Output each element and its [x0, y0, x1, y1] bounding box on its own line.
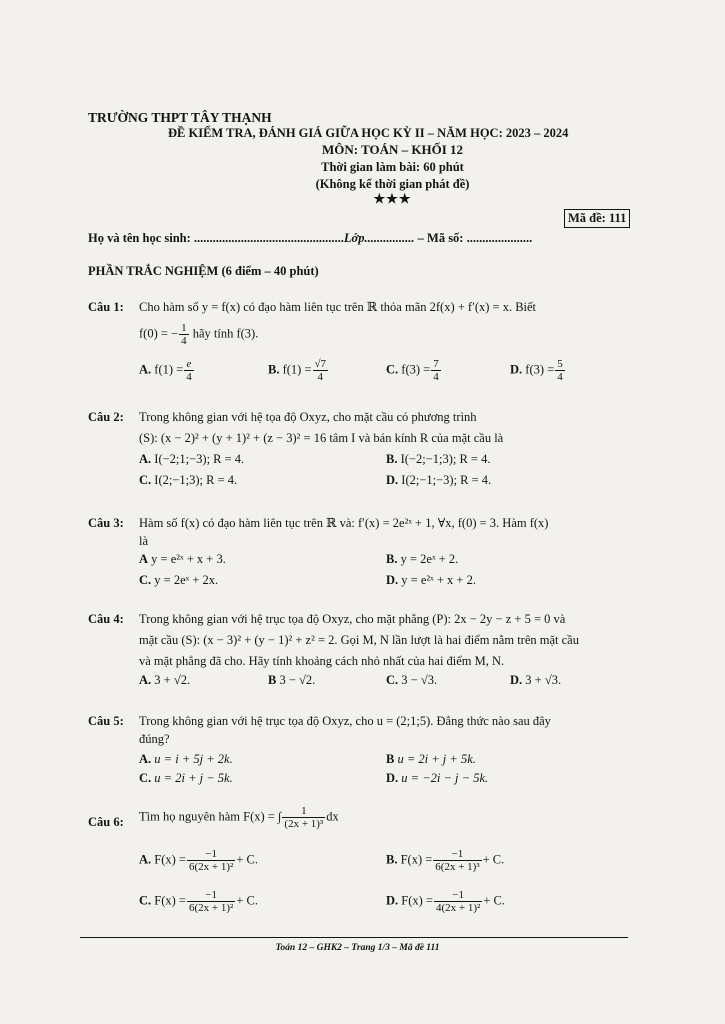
option-d[interactable]: D. f(3) = $\frac{5}{4}$: [510, 358, 563, 383]
option-b[interactable]: B 3 − √2.: [268, 673, 316, 687]
question-label: Câu 3:: [88, 516, 124, 530]
student-name-field: Họ và tên học sinh: ................................................: [88, 231, 344, 245]
option-d[interactable]: D. F(x) = $\frac{-1}{\text{4(2x + 1)²}}$ + C.: [386, 889, 505, 914]
option-a[interactable]: A. F(x) = $\frac{-1}{\text{6(2x + 1)²}}$ + C.: [139, 848, 258, 873]
option-d[interactable]: D. u = −2i − j − 5k.: [386, 771, 489, 785]
student-id-field: – Mã số: .....................: [417, 231, 533, 245]
question-text: và mặt phẳng đã cho. Hãy tính khoảng cách nhỏ nhất của hai điểm M, N.: [139, 654, 505, 668]
option-a[interactable]: A y = e²ˣ + x + 3.: [139, 552, 226, 566]
option-b[interactable]: B. y = 2eˣ + 2.: [386, 552, 459, 566]
time-line: Thời gian làm bài: 60 phút: [321, 160, 464, 174]
page-footer: Toán 12 – GHK2 – Trang 1/3 – Mã đề 111: [275, 943, 440, 953]
exam-code-box: Mã đề: 111: [564, 209, 630, 228]
option-c[interactable]: C. F(x) = $\frac{-1}{\text{6(2x + 1)²}}$ + C.: [139, 889, 258, 914]
question-text: Trong không gian với hệ trục tọa độ Oxyz, cho u = (2;1;5). Đẳng thức nào sau đây: [139, 714, 551, 728]
question-text: Hàm số f(x) có đạo hàm liên tục trên ℝ và: f′(x) = 2e²ˣ + 1, ∀x, f(0) = 3. Hàm f(x): [139, 516, 549, 530]
question-label: Câu 5:: [88, 714, 124, 728]
question-label: Câu 2:: [88, 410, 124, 424]
question-text: Trong không gian với hệ tọa độ Oxyz, cho mặt cầu có phương trình: [139, 410, 477, 424]
question-text: Tìm họ nguyên hàm F(x) = ∫ $\frac{1}{\text{(2x + 1)³}}$ dx: [139, 805, 339, 830]
option-c[interactable]: C. I(2;−1;3); R = 4.: [139, 473, 238, 487]
question-text: Trong không gian với hệ trục tọa độ Oxyz, cho mặt phẳng (P): 2x − 2y − z + 5 = 0 và: [139, 612, 566, 626]
option-b[interactable]: B u = 2i + j + 5k.: [386, 752, 476, 766]
question-text: đúng?: [139, 732, 170, 746]
question-text: f(0) = − $\frac{1}{4}$ hãy tính f(3).: [139, 322, 259, 347]
subject-line: MÔN: TOÁN – KHỐI 12: [321, 142, 464, 157]
option-d[interactable]: D. I(2;−1;−3); R = 4.: [386, 473, 492, 487]
option-a[interactable]: A. 3 + √2.: [139, 673, 191, 687]
option-c[interactable]: C. f(3) = $\frac{7}{4}$: [386, 358, 439, 383]
question-text: mặt cầu (S): (x − 3)² + (y − 1)² + z² = 2. Gọi M, N lần lượt là hai điểm nằm trên mặt cầu: [139, 633, 579, 647]
question-label: Câu 4:: [88, 612, 124, 626]
option-c[interactable]: C. u = 2i + j − 5k.: [139, 771, 233, 785]
question-text: là: [139, 534, 149, 548]
exam-title: ĐỀ KIỂM TRA, ĐÁNH GIÁ GIỮA HỌC KỲ II – NĂM HỌC: 2023 – 2024: [168, 126, 569, 140]
question-text: Cho hàm số y = f(x) có đạo hàm liên tục trên ℝ thỏa mãn 2f(x) + f′(x) = x. Biết: [139, 300, 537, 314]
footer-rule: [80, 937, 628, 938]
option-a[interactable]: A. f(1) = $\frac{e}{4}$: [139, 358, 192, 383]
option-b[interactable]: B. I(−2;−1;3); R = 4.: [386, 452, 491, 466]
option-a[interactable]: A. I(−2;1;−3); R = 4.: [139, 452, 245, 466]
student-info-line: [88, 231, 532, 246]
option-d[interactable]: D. 3 + √3.: [510, 673, 562, 687]
school-name: TRƯỜNG THPT TÂY THẠNH: [88, 110, 272, 125]
option-a[interactable]: A. u = i + 5j + 2k.: [139, 752, 233, 766]
option-b[interactable]: B. F(x) = $\frac{-1}{\text{6(2x + 1)³}}$ + C.: [386, 848, 505, 873]
question-label: Câu 6:: [88, 815, 124, 829]
section-title: PHẦN TRẮC NGHIỆM (6 điểm – 40 phút): [88, 264, 319, 278]
class-field: Lớp................: [343, 231, 415, 245]
option-c[interactable]: C. 3 − √3.: [386, 673, 438, 687]
stars-ornament: ★★★: [373, 191, 412, 206]
option-b[interactable]: B. f(1) = $\frac{√7}{4}$: [268, 358, 327, 383]
question-text: (S): (x − 2)² + (y + 1)² + (z − 3)² = 16 tâm I và bán kính R của mặt cầu là: [139, 431, 504, 445]
question-label: Câu 1:: [88, 300, 124, 314]
option-c[interactable]: C. y = 2eˣ + 2x.: [139, 573, 219, 587]
time-note: (Không kể thời gian phát đề): [315, 177, 470, 191]
option-d[interactable]: D. y = e²ˣ + x + 2.: [386, 573, 476, 587]
